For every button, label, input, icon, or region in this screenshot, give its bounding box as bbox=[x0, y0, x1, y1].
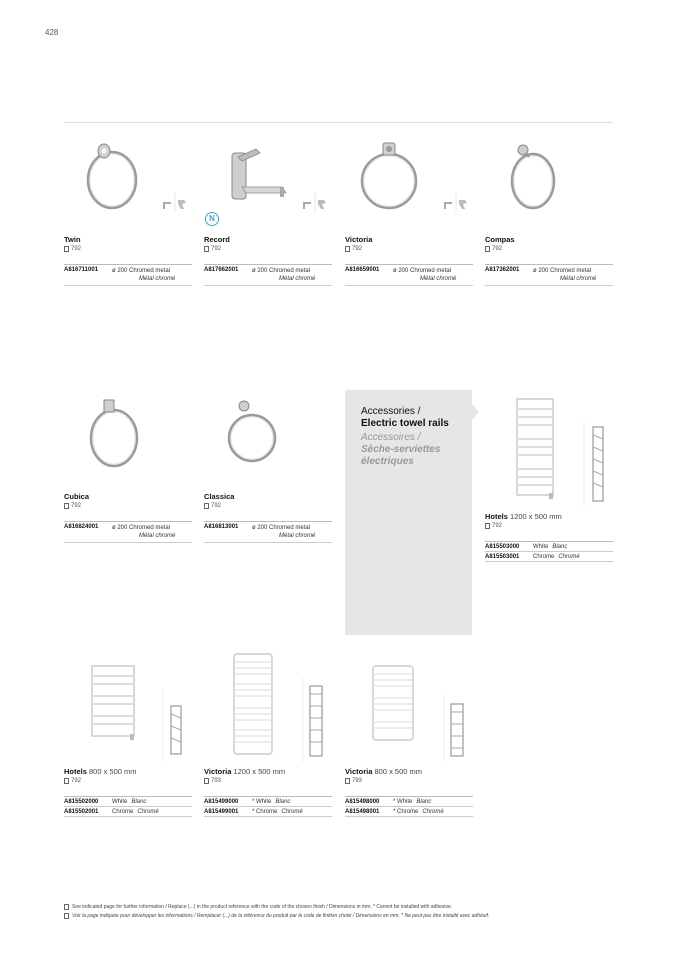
code-table bbox=[64, 521, 192, 543]
divider bbox=[64, 122, 613, 123]
product-twin bbox=[64, 135, 192, 286]
category-title-fr-3: électriques bbox=[361, 456, 414, 467]
table-row: A815503000 White Blanc bbox=[485, 542, 613, 552]
product-name: Classica bbox=[204, 492, 235, 501]
page-icon bbox=[485, 246, 490, 252]
product-record bbox=[204, 135, 332, 286]
table-row: A815498001 * Chrome Chromé bbox=[345, 807, 473, 817]
towel-ring-icon bbox=[345, 135, 473, 235]
page-ref: 792 bbox=[345, 246, 473, 252]
footnote-en: See indicated page for further information / Replace (...) in the product reference with the code of the chosen finish / Dimensions in mm. * Cannot be installed with adhesive. bbox=[64, 904, 452, 910]
towel-ring-icon bbox=[204, 392, 332, 492]
towel-ring-icon bbox=[485, 135, 613, 235]
category-title-fr-2: Sèche-serviettes bbox=[361, 444, 441, 455]
product-classica bbox=[204, 392, 332, 543]
table-row: A815503001 Chrome Chromé bbox=[485, 552, 613, 562]
page-ref: 792 bbox=[64, 778, 192, 784]
product-compas bbox=[485, 135, 613, 286]
table-row: A815502000 White Blanc bbox=[64, 797, 192, 807]
towel-rail-icon bbox=[485, 395, 613, 512]
page-ref: 793 bbox=[204, 778, 332, 784]
code-table bbox=[345, 264, 473, 286]
code-table bbox=[64, 796, 192, 817]
page-icon bbox=[204, 778, 209, 784]
product-image bbox=[204, 650, 332, 767]
table-row: A815498000 * White Blanc bbox=[345, 797, 473, 807]
product-name: Victoria 1200 x 500 mm bbox=[204, 767, 286, 776]
table-row: A815499001 * Chrome Chromé bbox=[204, 807, 332, 817]
code-table bbox=[64, 264, 192, 286]
code-table bbox=[485, 264, 613, 286]
paper-holder-icon bbox=[204, 135, 332, 235]
product-name: Victoria 800 x 500 mm bbox=[345, 767, 422, 776]
page-icon bbox=[485, 523, 490, 529]
page-icon bbox=[345, 246, 350, 252]
mounting-icon bbox=[160, 193, 190, 215]
product-victoria-1200 bbox=[204, 650, 332, 817]
page-ref: 792 bbox=[64, 503, 192, 509]
product-image bbox=[485, 395, 613, 512]
product-image bbox=[64, 135, 192, 235]
page-icon bbox=[204, 503, 209, 509]
product-name: Compas bbox=[485, 235, 515, 244]
page-ref: 792 bbox=[485, 246, 613, 252]
product-image bbox=[64, 392, 192, 492]
page-ref: 792 bbox=[485, 523, 613, 529]
new-badge: N bbox=[205, 212, 219, 226]
page-ref: 792 bbox=[64, 246, 192, 252]
code-table bbox=[345, 796, 473, 817]
product-name: Victoria bbox=[345, 235, 373, 244]
page-icon bbox=[64, 503, 69, 509]
table-row: A817662001 ø 200 Chromed metal Métal chromé bbox=[204, 265, 332, 286]
product-image bbox=[485, 135, 613, 235]
product-image bbox=[345, 650, 473, 767]
product-image bbox=[204, 135, 332, 235]
product-cubica bbox=[64, 392, 192, 543]
product-name: Hotels 1200 x 500 mm bbox=[485, 512, 562, 521]
product-image bbox=[204, 392, 332, 492]
product-victoria-800 bbox=[345, 650, 473, 817]
mounting-icon bbox=[300, 193, 330, 215]
page-number: 428 bbox=[45, 28, 59, 37]
category-panel bbox=[345, 390, 472, 635]
product-name: Record bbox=[204, 235, 230, 244]
code-table bbox=[485, 541, 613, 562]
code-table bbox=[204, 521, 332, 543]
mounting-icon bbox=[441, 193, 471, 215]
table-row: A816824001 ø 200 Chromed metal Métal chromé bbox=[64, 522, 192, 543]
page-icon bbox=[64, 904, 69, 910]
code-table bbox=[204, 264, 332, 286]
product-image bbox=[64, 650, 192, 767]
footnote-fr: Voir la page indiquée pour développer les informations / Remplacer (...) de la référence du produit par le code de finition choisi / Dimensions en mm. * Ne peut pas être installé avec adhésif. bbox=[64, 913, 489, 919]
towel-ring-icon bbox=[64, 135, 192, 235]
page-ref: 793 bbox=[345, 778, 473, 784]
towel-rail-icon bbox=[345, 650, 473, 767]
page-icon bbox=[64, 246, 69, 252]
category-title-en-2: Electric towel rails bbox=[361, 418, 449, 429]
table-row: A817362001 ø 200 Chromed metal Métal chromé bbox=[485, 265, 613, 286]
code-table bbox=[204, 796, 332, 817]
towel-rail-icon bbox=[64, 650, 192, 767]
panel-arrow bbox=[472, 404, 479, 420]
product-name: Twin bbox=[64, 235, 81, 244]
towel-rail-icon bbox=[204, 650, 332, 767]
towel-ring-icon bbox=[64, 392, 192, 492]
product-hotels-800 bbox=[64, 650, 192, 817]
table-row: A815502001 Chrome Chromé bbox=[64, 807, 192, 817]
product-name: Cubica bbox=[64, 492, 90, 501]
category-title-en-1: Accessories / bbox=[361, 406, 421, 417]
table-row: A816813001 ø 200 Chromed metal Métal chromé bbox=[204, 522, 332, 543]
table-row: A816659001 ø 200 Chromed metal Métal chromé bbox=[345, 265, 473, 286]
page-icon bbox=[64, 778, 69, 784]
product-victoria-ring bbox=[345, 135, 473, 286]
page-icon bbox=[64, 913, 69, 919]
page-ref: 792 bbox=[204, 246, 332, 252]
product-name: Hotels 800 x 500 mm bbox=[64, 767, 137, 776]
table-row: A816711001 ø 200 Chromed metal Métal chromé bbox=[64, 265, 192, 286]
product-hotels-1200 bbox=[485, 395, 613, 562]
page-ref: 792 bbox=[204, 503, 332, 509]
page-icon bbox=[204, 246, 209, 252]
product-image bbox=[345, 135, 473, 235]
table-row: A815499000 * White Blanc bbox=[204, 797, 332, 807]
category-title-fr-1: Accessoires / bbox=[361, 432, 421, 443]
page-icon bbox=[345, 778, 350, 784]
